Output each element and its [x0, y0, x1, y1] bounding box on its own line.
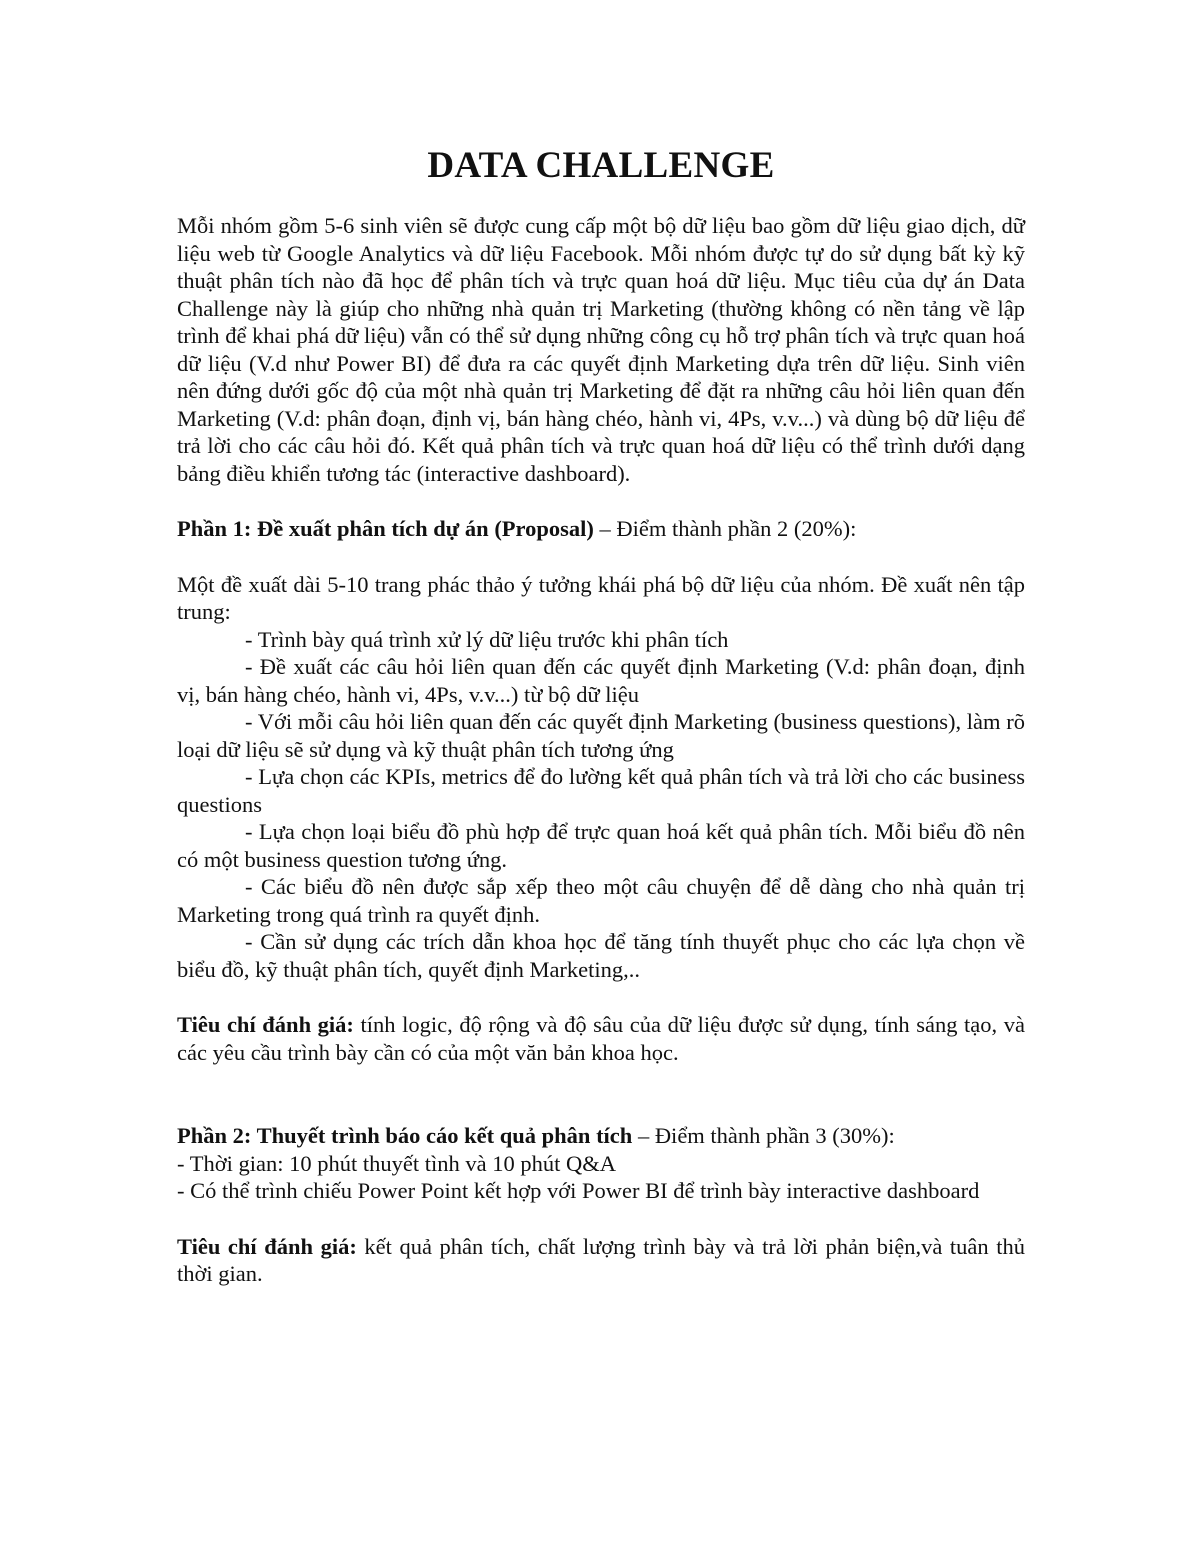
part1-heading-bold: Phần 1: Đề xuất phân tích dự án (Proposal): [177, 516, 594, 541]
part1-criteria: [177, 1011, 1025, 1066]
part1-criteria-label: Tiêu chí đánh giá:: [177, 1012, 354, 1037]
part2-line: - Thời gian: 10 phút thuyết tình và 10 phút Q&A: [177, 1150, 616, 1176]
part1-bullet: - Với mỗi câu hỏi liên quan đến các quyết định Marketing (business questions), làm rõ loại dữ liệu sẽ sử dụng và kỹ thuật phân tích tương ứng: [177, 709, 1025, 762]
part1-bullet: - Cần sử dụng các trích dẫn khoa học để tăng tính thuyết phục cho các lựa chọn về biểu đồ, kỹ thuật phân tích, quyết định Marketing,..: [177, 929, 1025, 982]
part1-bullet: - Lựa chọn loại biểu đồ phù hợp để trực quan hoá kết quả phân tích. Mỗi biểu đồ nên có một business question tương ứng.: [177, 819, 1025, 872]
part1-criteria-text: tính logic, độ rộng và độ sâu của dữ liệu được sử dụng, tính sáng tạo, và các yêu cầu trình bày cần có của một văn bản khoa học.: [177, 1012, 1025, 1065]
part1-bullet: - Lựa chọn các KPIs, metrics để đo lường kết quả phân tích và trả lời cho các business questions: [177, 764, 1025, 817]
part1-heading: [177, 515, 1025, 543]
part1-intro: Một đề xuất dài 5-10 trang phác thảo ý tưởng khái phá bộ dữ liệu của nhóm. Đề xuất nên tập trung:: [177, 571, 1025, 624]
part2-line: - Có thể trình chiếu Power Point kết hợp với Power BI để trình bày interactive dashboard: [177, 1178, 980, 1203]
part2-heading: [177, 1122, 1025, 1150]
document-title: DATA CHALLENGE: [427, 145, 775, 186]
part2-criteria-label: Tiêu chí đánh giá:: [177, 1233, 357, 1259]
part1-bullet: - Trình bày quá trình xử lý dữ liệu trước khi phân tích: [245, 626, 729, 652]
part2-criteria-text: kết quả phân tích, chất lượng trình bày và trả lời phản biện,và tuân thủ thời gian.: [177, 1233, 1025, 1286]
part1-heading-rest: – Điểm thành phần 2 (20%):: [593, 516, 857, 541]
document-page: [177, 140, 1025, 1288]
part1-bullet: - Đề xuất các câu hỏi liên quan đến các quyết định Marketing (V.d: phân đoạn, định vị, bán hàng chéo, hành vi, 4Ps, v.v...) từ bộ dữ liệu: [177, 654, 1025, 707]
intro-paragraph: Mỗi nhóm gồm 5-6 sinh viên sẽ được cung cấp một bộ dữ liệu bao gồm dữ liệu giao dịch, dữ liệu web từ Google Analytics và dữ liệu Facebook. Mỗi nhóm được tự do sử dụng bất kỳ kỹ thuật phân tích nào đã học để phân tích và trực quan hoá dữ liệu. Mục tiêu của dự án Data Challenge này là giúp cho những nhà quản trị Marketing (thường không có nền tảng về lập trình để khai phá dữ liệu) vẫn có thể sử dụng những công cụ hỗ trợ phân tích và trực quan hoá dữ liệu (V.d như Power BI) để đưa ra các quyết định Marketing dựa trên dữ liệu. Sinh viên nên đứng dưới gốc độ của một nhà quản trị Marketing để đặt ra những câu hỏi liên quan đến Marketing (V.d: phân đoạn, định vị, bán hàng chéo, hành vi, 4Ps, v.v...) và dùng bộ dữ liệu để trả lời cho các câu hỏi đó. Kết quả phân tích và trực quan hoá dữ liệu có thể trình dưới dạng bảng điều khiển tương tác (interactive dashboard).: [177, 213, 1025, 486]
part2-heading-rest: – Điểm thành phần 3 (30%):: [632, 1123, 895, 1148]
part1-bullet: - Các biểu đồ nên được sắp xếp theo một câu chuyện để dễ dàng cho nhà quản trị Marketing trong quá trình ra quyết định.: [177, 874, 1025, 927]
part2-heading-bold: Phần 2: Thuyết trình báo cáo kết quả phân tích: [177, 1123, 633, 1148]
part2-criteria: [177, 1233, 1025, 1288]
